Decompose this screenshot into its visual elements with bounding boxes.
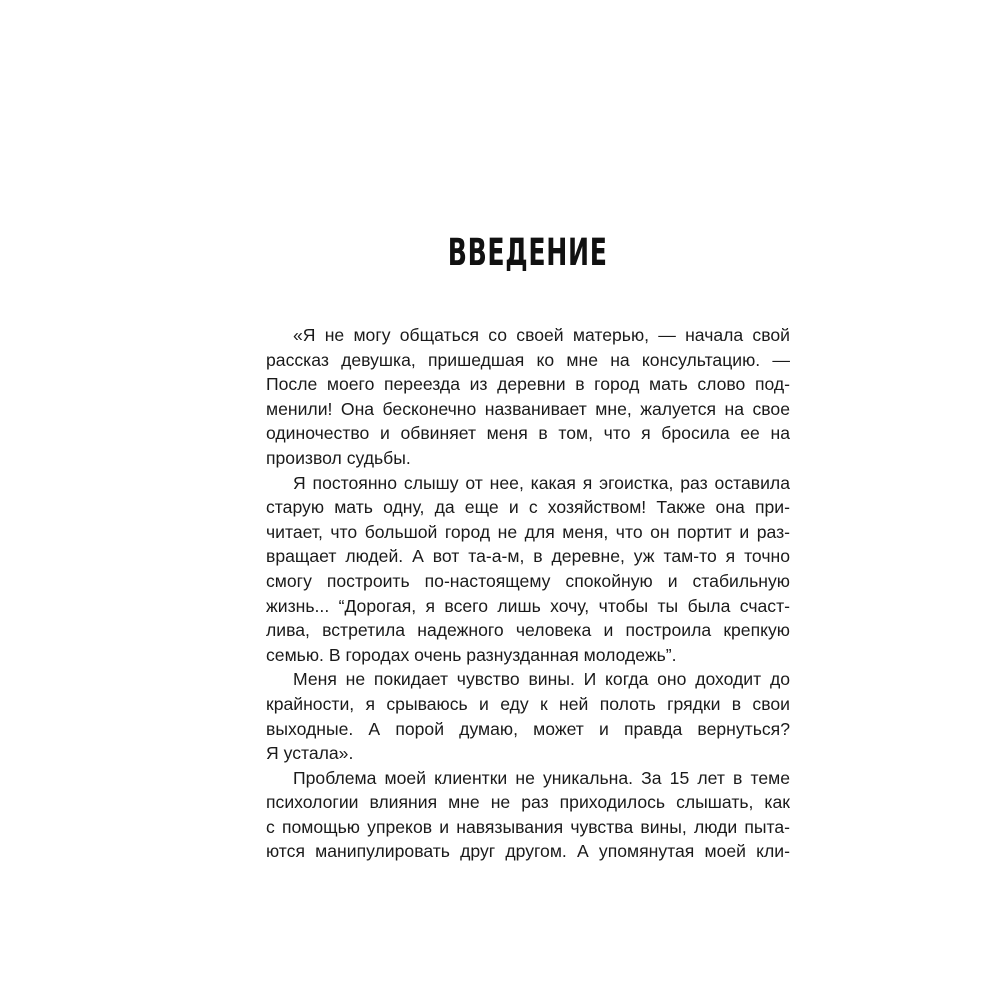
chapter-heading: ВВЕДЕНИЕ <box>447 231 608 274</box>
text-line: с помощью упреков и навязывания чувства вины, люди пыта- <box>266 816 790 837</box>
text-line: психологии влияния мне не раз приходилось слышать, как <box>266 792 790 813</box>
text-line: «Я не могу общаться со своей матерью, — начала свой <box>293 325 790 345</box>
text-line: вращает людей. А вот та-а-м, в деревне, уж там-то я точно <box>266 546 790 567</box>
body-text <box>266 323 790 864</box>
text-line: После моего переезда из деревни в город мать слово под- <box>266 374 790 395</box>
text-line: лива, встретила надежного человека и построила крепкую <box>266 620 790 641</box>
text-line: жизнь... “Дорогая, я всего лишь хочу, чтобы ты была счаст- <box>266 595 790 616</box>
text-line: произвол судьбы. <box>266 447 411 468</box>
text-line: Проблема моей клиентки не уникальна. За 15 лет в теме <box>293 767 790 788</box>
text-line: менили! Она бесконечно названивает мне, жалуется на свое <box>266 398 790 419</box>
text-line: Я устала». <box>266 743 354 764</box>
text-line: семью. В городах очень разнузданная молодежь”. <box>266 644 677 665</box>
text-line: рассказ девушка, пришедшая ко мне на консультацию. — <box>266 349 790 370</box>
text-line: читает, что большой город не для меня, что он портит и раз- <box>266 521 790 542</box>
text-line: Я постоянно слышу от нее, какая я эгоистка, раз оставила <box>293 472 790 493</box>
text-line: одиночество и обвиняет меня в том, что я бросила ее на <box>266 423 790 444</box>
text-line: ются манипулировать друг другом. А упомянутая моей кли- <box>266 841 790 862</box>
text-line: крайности, я срываюсь и еду к ней полоть грядки в свои <box>266 693 790 714</box>
text-line: смогу построить по-настоящему спокойную и стабильную <box>266 570 790 591</box>
text-line: Меня не покидает чувство вины. И когда оно доходит до <box>293 669 790 690</box>
text-line: выходные. А порой думаю, может и правда вернуться? <box>266 718 790 739</box>
text-line: старую мать одну, да еще и с хозяйством! Также она при- <box>266 497 790 518</box>
